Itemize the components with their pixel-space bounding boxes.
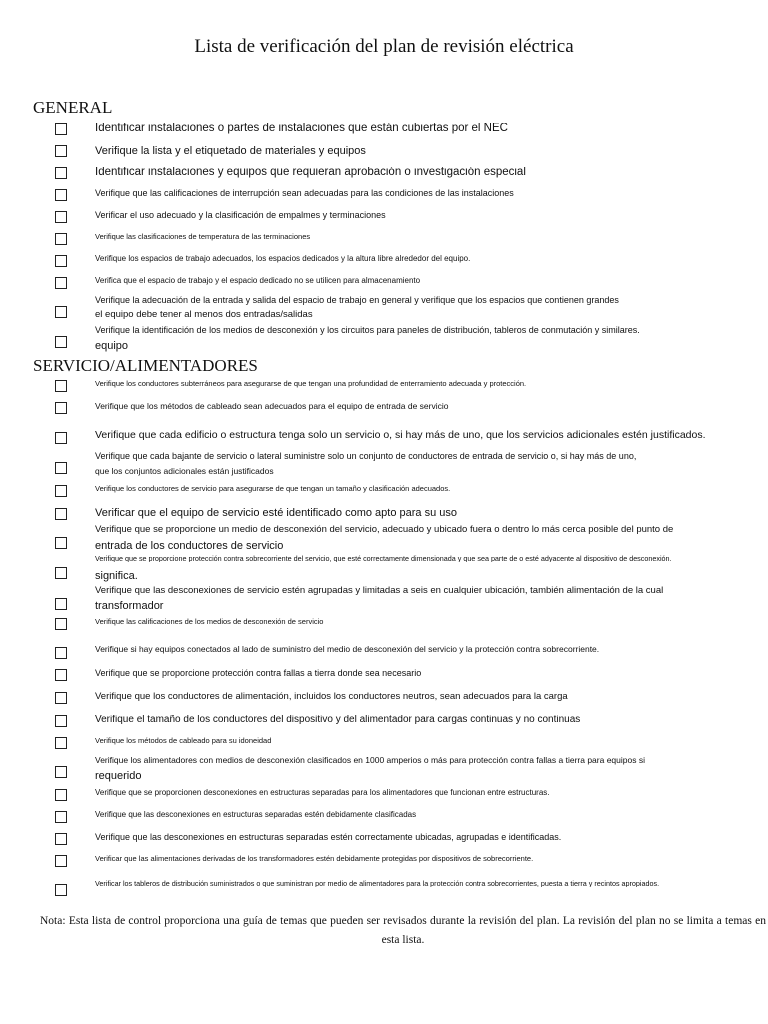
item-text: Identificar instalaciones o partes de instalaciones que están cubiertas por el NEC: [95, 123, 508, 134]
checkbox[interactable]: [55, 833, 67, 845]
item-text: Verifique la lista y el etiquetado de materiales y equipos: [95, 146, 366, 157]
checklist-item: [0, 525, 768, 552]
item-text: Verificar que el equipo de servicio esté identificado como apto para su uso: [95, 508, 457, 519]
checkbox[interactable]: [55, 737, 67, 749]
item-text: Verifique el tamaño de los conductores del dispositivo y del alimentador para cargas continuas y no continuas: [95, 715, 581, 725]
checklist-item: [0, 756, 768, 782]
checklist-item: [0, 211, 768, 221]
item-text: Verifique los conductores subterráneos para asegurarse de que tengan una profundidad de enterramiento adecuada y protección.: [95, 380, 527, 388]
checklist-item: [0, 833, 768, 843]
item-text: Verifique que los conductores de alimentación, incluidos los conductores neutros, sean adecuados para la carga: [95, 692, 568, 702]
checkbox[interactable]: [55, 380, 67, 392]
section-heading-general: GENERAL: [33, 98, 113, 117]
checklist-item: [0, 380, 768, 390]
checklist-item: [0, 880, 768, 890]
item-text-continued: equipo: [95, 341, 129, 352]
item-text: Verifique que se proporcione protección contra fallas a tierra donde sea necesario: [95, 669, 422, 678]
item-text: Verifique los alimentadores con medios de desconexión clasificados en 1000 amperios o más para protección contra fallas a tierra para equipos si: [95, 756, 645, 765]
checkbox[interactable]: [55, 402, 67, 414]
checkbox[interactable]: [55, 485, 67, 497]
item-text: Verifica que el espacio de trabajo y el espacio dedicado no se utilicen para almacenamiento: [95, 277, 421, 285]
checklist-item: [0, 715, 768, 725]
checkbox[interactable]: [55, 855, 67, 867]
page-title: Lista de verificación del plan de revisión eléctrica: [194, 36, 574, 57]
checklist-item: [0, 789, 768, 799]
item-text: Verificar que las alimentaciones derivadas de los transformadores estén debidamente protegidas por dispositivos de sobrecorriente.: [95, 855, 534, 863]
checkbox[interactable]: [55, 145, 67, 157]
checklist-item: [0, 855, 768, 865]
checklist-item: [0, 586, 768, 612]
item-text: Verifique que cada bajante de servicio o lateral suministre solo un conjunto de conductores de entrada de servicio o, si hay más de uno,: [95, 452, 637, 461]
item-text-continued: el equipo debe tener al menos dos entradas/salidas: [95, 310, 313, 320]
item-text: Verifique que cada edificio o estructura tenga solo un servicio o, si hay más de uno, que los servicios adicionales estén justificados.: [95, 430, 706, 441]
item-text: Identificar instalaciones y equipos que requieran aprobación o investigación especial: [95, 167, 526, 178]
checklist-item: [0, 145, 768, 155]
checkbox[interactable]: [55, 255, 67, 267]
section-heading-service: SERVICIO/ALIMENTADORES: [33, 356, 258, 375]
item-text-continued: transformador: [95, 601, 164, 612]
checklist-item: [0, 645, 768, 655]
checklist-item: [0, 508, 768, 518]
footer-note: Nota: Esta lista de control proporciona una guía de temas que pueden ser revisados durante la revisión del plan. La revisión del plan no se limita a temas en esta lista.: [40, 915, 766, 946]
checkbox[interactable]: [55, 537, 67, 549]
checklist-item: [0, 618, 768, 628]
checklist-item: [0, 669, 768, 679]
checkbox[interactable]: [55, 432, 67, 444]
checklist-item: [0, 430, 768, 440]
checkbox[interactable]: [55, 766, 67, 778]
checklist-item: [0, 811, 768, 821]
checkbox[interactable]: [55, 233, 67, 245]
checklist-item: [0, 402, 768, 412]
item-text: Verifique que las calificaciones de interrupción sean adecuadas para las condiciones de las instalaciones: [95, 189, 514, 198]
checklist-item: [0, 277, 768, 287]
item-text: Verifique que se proporcionen desconexiones en estructuras separadas para los alimentadores que funcionan entre estructuras.: [95, 789, 550, 797]
checkbox[interactable]: [55, 167, 67, 179]
item-text: Verifique que las desconexiones en estructuras separadas estén correctamente ubicadas, agrupadas e identificadas.: [95, 833, 562, 842]
checkbox[interactable]: [55, 336, 67, 348]
item-text-continued: significa.: [95, 571, 138, 582]
item-text: Verifique que las desconexiones de servicio estén agrupadas y limitadas a seis en cualquier ubicación, también alimentación de la cual: [95, 586, 664, 596]
checkbox[interactable]: [55, 692, 67, 704]
checklist-item: [0, 233, 768, 243]
item-text: Verifique la adecuación de la entrada y salida del espacio de trabajo en general y verifique que los espacios que contienen grandes: [95, 296, 619, 305]
checkbox[interactable]: [55, 618, 67, 630]
checkbox[interactable]: [55, 811, 67, 823]
item-text: Verifique si hay equipos conectados al lado de suministro del medio de desconexión del servicio y la protección contra sobrecorriente.: [95, 645, 600, 654]
checkbox[interactable]: [55, 669, 67, 681]
checklist-item: [0, 555, 768, 582]
item-text: Verifique que se proporcione protección contra sobrecorriente del servicio, que esté correctamente dimensionada y que sea parte de o esté adyacente al dispositivo de desconexión.: [95, 555, 672, 563]
item-text: Verificar los tableros de distribución suministrados o que suministran por medio de alimentadores para la protección contra sobrecorrientes, puesta a tierra y recintos apropiados.: [95, 880, 660, 888]
item-text-continued: requerido: [95, 771, 142, 782]
checkbox[interactable]: [55, 306, 67, 318]
checklist-item: [0, 326, 768, 352]
item-text: Verifique que los métodos de cableado sean adecuados para el equipo de entrada de servicio: [95, 402, 449, 411]
checklist-item: [0, 255, 768, 265]
item-text-continued: entrada de los conductores de servicio: [95, 541, 284, 552]
checkbox[interactable]: [55, 647, 67, 659]
checklist-item: [0, 737, 768, 747]
checklist-item: [0, 692, 768, 702]
checkbox[interactable]: [55, 211, 67, 223]
checklist-item: [0, 452, 768, 476]
checkbox[interactable]: [55, 884, 67, 896]
item-text: Verifique las calificaciones de los medios de desconexión de servicio: [95, 618, 324, 626]
checkbox[interactable]: [55, 567, 67, 579]
checklist-item: [0, 167, 768, 177]
checkbox[interactable]: [55, 277, 67, 289]
item-text: Verifique que se proporcione un medio de desconexión del servicio, adecuado y ubicado fuera o dentro lo más cerca posible del punto de: [95, 525, 674, 535]
item-text: Verifique las clasificaciones de temperatura de las terminaciones: [95, 233, 311, 241]
item-text: Verifique los métodos de cableado para su idoneidad: [95, 737, 272, 745]
checkbox[interactable]: [55, 715, 67, 727]
item-text: Verifique los conductores de servicio para asegurarse de que tengan un tamaño y clasificación adecuados.: [95, 485, 451, 493]
checklist-item: [0, 296, 768, 320]
item-text: Verifique la identificación de los medios de desconexión y los circuitos para paneles de distribución, tableros de conmutación y similares.: [95, 326, 640, 335]
checkbox[interactable]: [55, 462, 67, 474]
item-text: Verifique que las desconexiones en estructuras separadas estén debidamente clasificadas: [95, 811, 417, 819]
checkbox[interactable]: [55, 789, 67, 801]
checklist-item: [0, 485, 768, 495]
checkbox[interactable]: [55, 508, 67, 520]
checkbox[interactable]: [55, 598, 67, 610]
item-text: Verifique los espacios de trabajo adecuados, los espacios dedicados y la altura libre alrededor del equipo.: [95, 255, 471, 263]
item-text: Verificar el uso adecuado y la clasificación de empalmes y terminaciones: [95, 211, 386, 220]
checklist-item: [0, 189, 768, 199]
checkbox[interactable]: [55, 189, 67, 201]
checklist-item: [0, 123, 768, 133]
item-text-continued: que los conjuntos adicionales están justificados: [95, 467, 274, 476]
checkbox[interactable]: [55, 123, 67, 135]
